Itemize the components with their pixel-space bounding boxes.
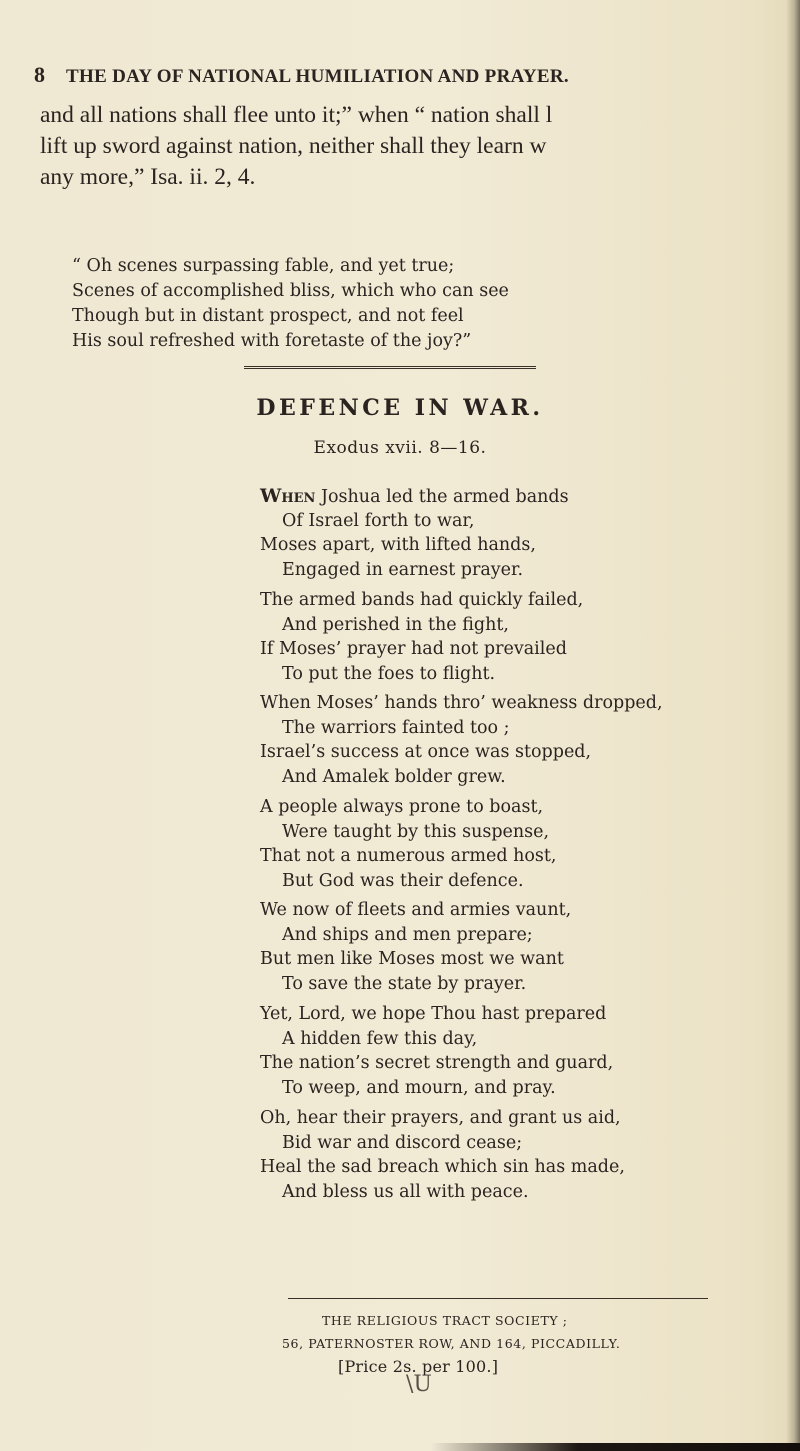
- stanza-line: When Joshua led the armed bands: [260, 485, 569, 507]
- publisher-address: 56, PATERNOSTER ROW, AND 164, PICCADILLY.: [282, 1336, 621, 1351]
- stanza-line: When Moses’ hands thro’ weakness dropped,: [260, 693, 663, 713]
- stanza-line: And Amalek bolder grew.: [282, 766, 506, 787]
- quotation-line: Though but in distant prospect, and not feel: [72, 306, 464, 326]
- stanza-line: Yet, Lord, we hope Thou hast prepared: [260, 1004, 607, 1024]
- quotation-line: “ Oh scenes surpassing fable, and yet true;: [72, 256, 455, 276]
- running-title: THE DAY OF NATIONAL HUMILIATION AND PRAYER.: [66, 66, 569, 87]
- hymn-title: DEFENCE IN WAR.: [256, 395, 544, 421]
- stanza-line: But men like Moses most we want: [260, 949, 564, 969]
- footer-divider: [288, 1298, 708, 1299]
- quotation-line: His soul refreshed with foretaste of the joy?”: [72, 331, 472, 351]
- stanza-line: And bless us all with peace.: [282, 1181, 529, 1202]
- stanza-line: Engaged in earnest prayer.: [282, 559, 524, 580]
- stanza-line: Israel’s success at once was stopped,: [260, 742, 592, 762]
- stanza: [260, 691, 780, 789]
- stanza: [260, 1002, 780, 1100]
- stanza-line: We now of fleets and armies vaunt,: [260, 900, 572, 920]
- paragraph-line: lift up sword against nation, neither shall they learn w: [40, 133, 547, 159]
- stanza-line: Oh, hear their prayers, and grant us aid,: [260, 1108, 621, 1128]
- paragraph-line: any more,” Isa. ii. 2, 4.: [40, 164, 256, 190]
- stanza-line: The nation’s secret strength and guard,: [260, 1053, 614, 1073]
- stanza: [260, 795, 780, 893]
- intro-paragraph: [40, 100, 780, 193]
- page-edge-shadow: [786, 0, 800, 1451]
- stanza-line: Heal the sad breach which sin has made,: [260, 1157, 625, 1177]
- stanza-line: To save the state by prayer.: [282, 973, 527, 994]
- price-note: [Price 2s. per 100.]: [338, 1357, 499, 1376]
- publisher-name: THE RELIGIOUS TRACT SOCIETY ;: [322, 1313, 568, 1328]
- section-divider: [244, 366, 536, 369]
- drop-word: When: [260, 485, 316, 507]
- scan-edge-shadow: [430, 1443, 800, 1451]
- running-header: [34, 62, 794, 88]
- stanza-line: And ships and men prepare;: [282, 924, 533, 945]
- stanza-line: Moses apart, with lifted hands,: [260, 535, 536, 555]
- stanza-line: A hidden few this day,: [282, 1028, 478, 1049]
- quotation-line: Scenes of accomplished bliss, which who can see: [72, 281, 509, 301]
- stanza-line: The armed bands had quickly failed,: [260, 590, 584, 610]
- stanza-line: If Moses’ prayer had not prevailed: [260, 639, 567, 659]
- paragraph-line: and all nations shall flee unto it;” when “ nation shall l: [40, 102, 553, 128]
- scripture-reference: Exodus xvii. 8—16.: [313, 438, 487, 458]
- handwritten-mark: \U: [406, 1372, 432, 1397]
- stanza: [260, 1106, 780, 1204]
- stanza-line: A people always prone to boast,: [260, 797, 544, 817]
- stanza-line: To put the foes to flight.: [282, 663, 496, 684]
- stanza: [260, 588, 780, 686]
- stanza-line: That not a numerous armed host,: [260, 846, 557, 866]
- poetry-quotation: [72, 254, 752, 354]
- stanza: [260, 484, 780, 582]
- stanza-line: The warriors fainted too ;: [282, 717, 510, 738]
- stanza-line: Bid war and discord cease;: [282, 1132, 523, 1153]
- stanza-line: Were taught by this suspense,: [282, 821, 550, 842]
- stanza-line: But God was their defence.: [282, 870, 524, 891]
- stanza-line: To weep, and mourn, and pray.: [282, 1077, 556, 1098]
- stanza: [260, 898, 780, 996]
- stanza-line: Of Israel forth to war,: [282, 510, 475, 531]
- stanza-line: And perished in the fight,: [282, 614, 509, 635]
- publisher-imprint: [282, 1309, 782, 1378]
- page-number: 8: [34, 62, 46, 87]
